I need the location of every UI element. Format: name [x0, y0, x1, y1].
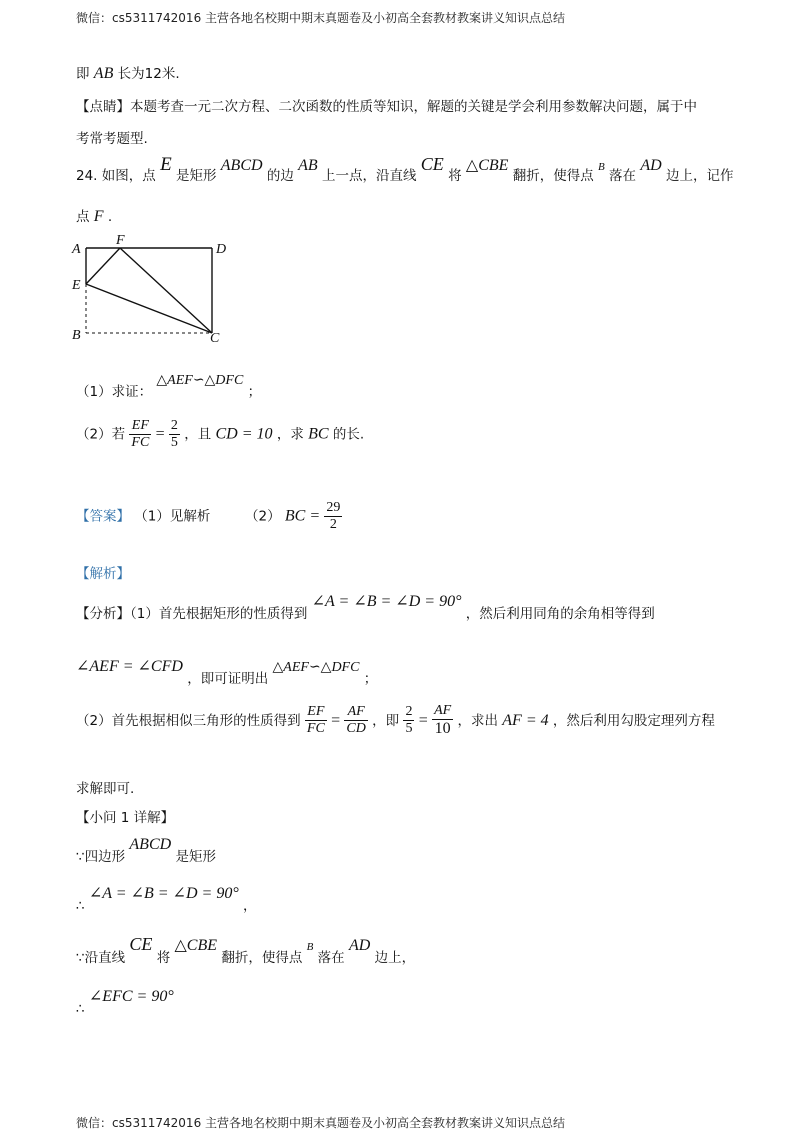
edge-ef [86, 248, 120, 284]
problem-text-6: 落在 [609, 168, 637, 184]
fenxi-1-post: ，然后利用同角的余角相等得到 [465, 606, 655, 622]
step-2-math: ∠A = ∠B = ∠D = 90° [88, 885, 239, 902]
problem-var-ab: AB [298, 157, 318, 174]
question-2-frac-den: FC [131, 435, 150, 451]
problem-var-ad: AD [640, 157, 662, 174]
question-2-cd: CD = 10 [215, 425, 273, 443]
geometry-figure [66, 232, 236, 344]
fenxi-3-pre: （2）首先根据相似三角形的性质得到 [76, 712, 301, 729]
label-d: D [216, 242, 227, 257]
problem-number: 24. 如图，点 [76, 168, 156, 184]
page-header: 微信：cs5311742016 主营各地名校期中期末真题卷及小初高全套教材教案讲义知识点总结 [76, 11, 566, 25]
fenxi-3-frac-3 [403, 704, 414, 737]
fenxi-3-frac-2-num: AF [344, 704, 367, 721]
question-2-frac2-den: 5 [170, 435, 178, 451]
step-3-t3: 落在 [317, 950, 345, 966]
fenxi-1-pre: （1）首先根据矩形的性质得到 [130, 606, 308, 622]
step-3-t1: 将 [156, 950, 171, 966]
problem-text-5: 翻折，使得点 [512, 168, 594, 184]
fenxi-3-post: ，然后利用勾股定理列方程 [552, 712, 715, 729]
problem-text-2: 的边 [266, 168, 294, 184]
step-2-pre: ∴ [76, 898, 85, 914]
fenxi-line-3: （2）首先根据相似三角形的性质得到 $\frac{EF}{FC}$ = $\frac{AF}{CD}$ ，即 $\frac{2}{5}$ = $\frac{AF}{10}$ ，求出 AF = 4 ，然后利用勾股定理列方程 [76, 703, 715, 738]
question-2-fraction-1 [129, 418, 151, 451]
problem-var-tri: △CBE [465, 157, 509, 174]
fenxi-3-mid2: ，求出 [457, 712, 498, 729]
problem-text-7: 边上，记作 [665, 168, 734, 184]
analysis-tag: 【解析】 [76, 566, 130, 582]
label-f: F [116, 233, 125, 248]
fenxi-2-math2: △AEF∽△DFC [272, 660, 360, 675]
fenxi-3-af: AF = 4 [502, 711, 549, 729]
fenxi-line-2 [76, 655, 377, 689]
fenxi-2-math: ∠AEF = ∠CFD [76, 658, 183, 675]
step-4-pre: ∴ [76, 1001, 85, 1017]
label-e: E [72, 278, 81, 293]
prev-line-math: AB [93, 65, 114, 82]
fenxi-3-mid: ，即 [372, 712, 400, 729]
question-1-post: ； [247, 384, 262, 400]
dianjing-line-2: 考常考题型. [76, 131, 148, 147]
fenxi-2-mid: ，即可证明出 [187, 671, 269, 687]
problem-var-e: E [160, 154, 172, 175]
step-3-post: 边上， [374, 950, 416, 966]
question-2-frac2-num: 2 [169, 418, 180, 435]
answer-frac-den: 2 [329, 517, 337, 533]
answer-frac-num: 29 [324, 500, 342, 517]
fenxi-1-math: ∠A = ∠B = ∠D = 90° [311, 593, 462, 610]
question-2-fraction-2 [169, 418, 180, 451]
answer-part-1: （1）见解析 [134, 508, 211, 525]
dianjing-text-1: 本题考查一元二次方程、二次函数的性质等知识，解题的关键是学会利用参数解决问题，属于中 [130, 99, 697, 115]
question-2-bc: BC [308, 425, 329, 443]
fenxi-3-frac-3-num: 2 [403, 704, 414, 721]
problem-text-4: 将 [448, 168, 462, 184]
page-footer: 微信：cs5311742016 主营各地名校期中期末真题卷及小初高全套教材教案讲义知识点总结 [76, 1116, 566, 1130]
fenxi-3-frac-4-den: 10 [434, 720, 451, 738]
step-1-post: 是矩形 [175, 849, 216, 865]
question-2-mid: ，且 [184, 426, 212, 443]
edge-fc [120, 248, 212, 333]
step-1-math: ABCD [129, 836, 172, 853]
fenxi-3-frac-1-num: EF [305, 704, 327, 721]
problem-var-ce: CE [420, 154, 444, 174]
label-b: B [72, 328, 81, 343]
label-c: C [210, 331, 220, 344]
question-2 [76, 418, 364, 451]
fenxi-line-4: 求解即可. [76, 781, 135, 797]
question-1-pre: （1）求证： [76, 384, 153, 400]
fenxi-3-frac-2 [344, 704, 367, 737]
fenxi-line-1 [76, 590, 655, 624]
problem-line-2-pre: 点 [76, 209, 90, 225]
step-4 [76, 986, 174, 1020]
step-3-ce: CE [129, 934, 153, 954]
fenxi-3-frac-3-den: 5 [405, 721, 413, 737]
problem-text-3: 上一点，沿直线 [321, 168, 417, 184]
dianjing-tag: 【点睛】 [76, 99, 130, 115]
fenxi-3-frac-1 [305, 704, 327, 737]
label-a: A [72, 242, 81, 257]
problem-var-b: B [598, 161, 605, 173]
detail-tag: 【小问 1 详解】 [76, 810, 175, 826]
prev-line [76, 62, 180, 83]
prev-line-pre: 即 [76, 66, 90, 82]
step-3-t2: 翻折，使得点 [221, 950, 303, 966]
answer-fraction [324, 500, 342, 533]
question-2-pre: （2）若 [76, 426, 126, 443]
step-3-ad: AD [348, 937, 371, 954]
step-3-tri: △CBE [174, 937, 218, 954]
fenxi-3-frac-4 [432, 703, 453, 738]
question-2-frac-num: EF [129, 418, 151, 435]
step-2 [76, 882, 257, 916]
fenxi-2-post: ； [363, 671, 378, 687]
step-4-math: ∠EFC = 90° [88, 988, 174, 1005]
step-3-b: B [306, 941, 314, 953]
edge-ec [86, 284, 212, 333]
answer-tag: 【答案】 [76, 508, 130, 525]
step-3-pre: ∵沿直线 [76, 950, 126, 966]
fenxi-tag: 【分析】 [76, 606, 130, 622]
question-1-math: △AEF∽△DFC [156, 373, 244, 388]
step-1-pre: ∵四边形 [76, 849, 126, 865]
fenxi-3-frac-2-den: CD [346, 721, 366, 737]
problem-var-f: F [93, 208, 104, 225]
problem-line-2-post: . [107, 209, 113, 225]
step-3 [76, 934, 415, 968]
question-2-post: 的长. [332, 426, 365, 443]
step-2-post: ， [243, 898, 257, 914]
answer-bc: BC = [284, 507, 321, 525]
question-2-mid2: ，求 [276, 426, 304, 443]
fenxi-3-frac-4-num: AF [432, 703, 453, 720]
problem-text-1: 是矩形 [175, 168, 217, 184]
question-2-eq: = [155, 425, 165, 443]
answer-line [76, 500, 342, 533]
answer-part-2: （2） [244, 508, 281, 525]
problem-var-abcd: ABCD [220, 157, 263, 174]
step-1 [76, 833, 216, 867]
prev-line-post: 长为12米. [117, 66, 180, 82]
question-1 [76, 368, 261, 402]
problem-line-1 [76, 154, 733, 190]
fenxi-3-frac-1-den: FC [306, 721, 325, 737]
dianjing-line-1 [76, 95, 697, 115]
problem-line-2 [76, 205, 112, 226]
